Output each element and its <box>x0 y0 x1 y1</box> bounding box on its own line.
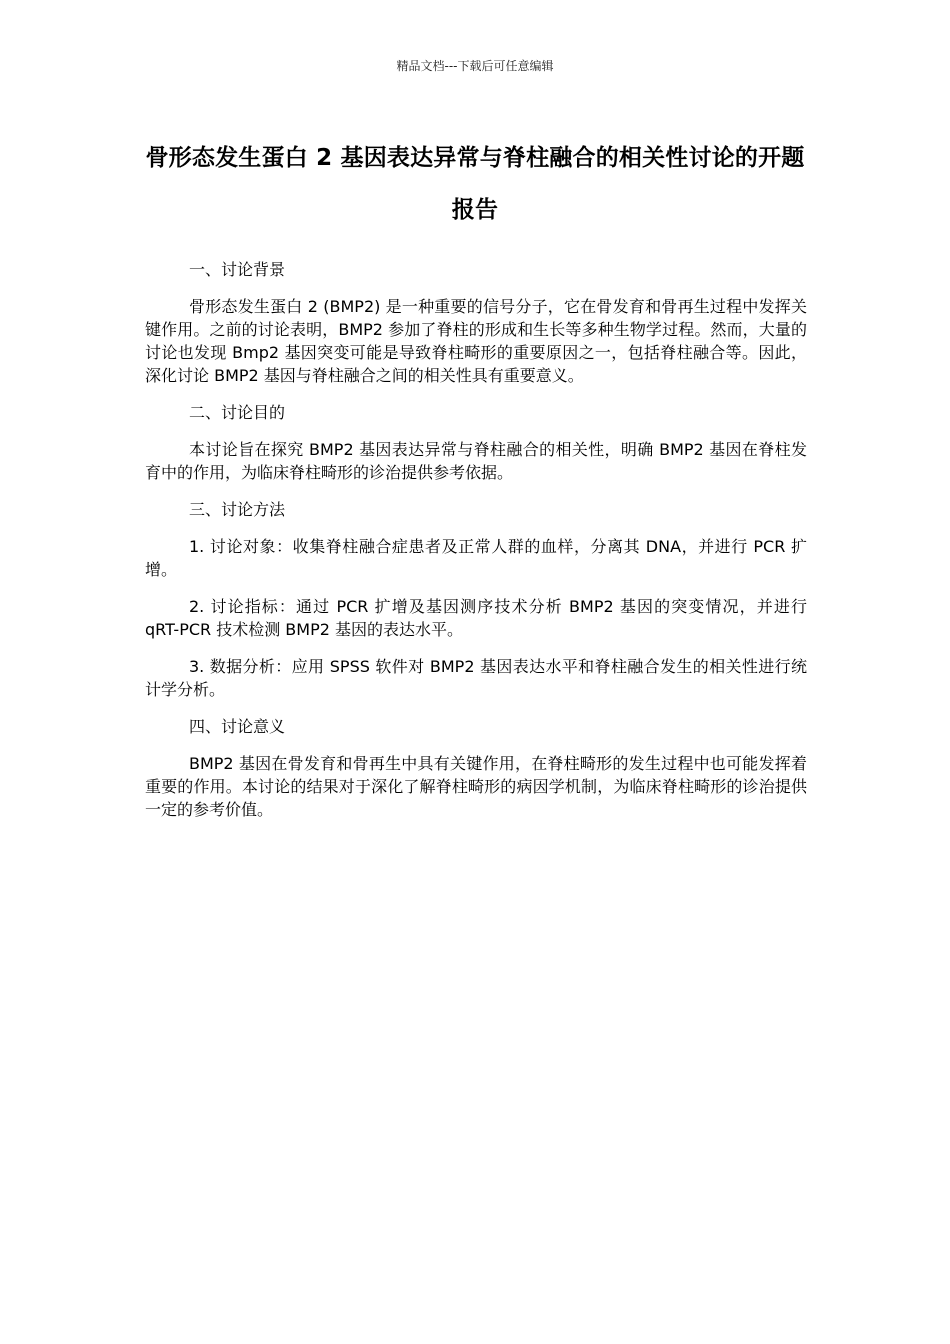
method-item-indicators: 2. 讨论指标：通过 PCR 扩增及基因测序技术分析 BMP2 基因的突变情况，并进行 qRT-PCR 技术检测 BMP2 基因的表达水平。 <box>145 597 807 639</box>
section-heading-significance: 四、讨论意义 <box>189 717 286 736</box>
document-title: 骨形态发生蛋白 2 基因表达异常与脊柱融合的相关性讨论的开题报告 <box>145 145 805 223</box>
section-text-background: 骨形态发生蛋白 2 (BMP2) 是一种重要的信号分子，它在骨发育和骨再生过程中发挥关键作用。之前的讨论表明，BMP2 参加了脊柱的形成和生长等多种生物学过程。然而，大量的讨论也发现 Bmp2 基因突变可能是导致脊柱畸形的重要原因之一，包括脊柱融合等。因此，深化讨论 BMP2 基因与脊柱融合之间的相关性具有重要意义。 <box>145 297 807 385</box>
section-text-purpose: 本讨论旨在探究 BMP2 基因表达异常与脊柱融合的相关性，明确 BMP2 基因在脊柱发育中的作用，为临床脊柱畸形的诊治提供参考依据。 <box>145 440 807 482</box>
section-heading-purpose: 二、讨论目的 <box>189 403 286 422</box>
section-heading-background: 一、讨论背景 <box>189 260 286 279</box>
header-note: 精品文档---下载后可任意编辑 <box>396 59 554 73</box>
section-heading-methods: 三、讨论方法 <box>189 500 286 519</box>
document-body <box>145 258 807 835</box>
method-item-analysis: 3. 数据分析：应用 SPSS 软件对 BMP2 基因表达水平和脊柱融合发生的相关性进行统计学分析。 <box>145 657 807 699</box>
section-text-significance: BMP2 基因在骨发育和骨再生中具有关键作用，在脊柱畸形的发生过程中也可能发挥着重要的作用。本讨论的结果对于深化了解脊柱畸形的病因学机制，为临床脊柱畸形的诊治提供一定的参考价值。 <box>145 754 807 819</box>
method-item-subjects: 1. 讨论对象：收集脊柱融合症患者及正常人群的血样，分离其 DNA，并进行 PCR 扩增。 <box>145 537 807 579</box>
